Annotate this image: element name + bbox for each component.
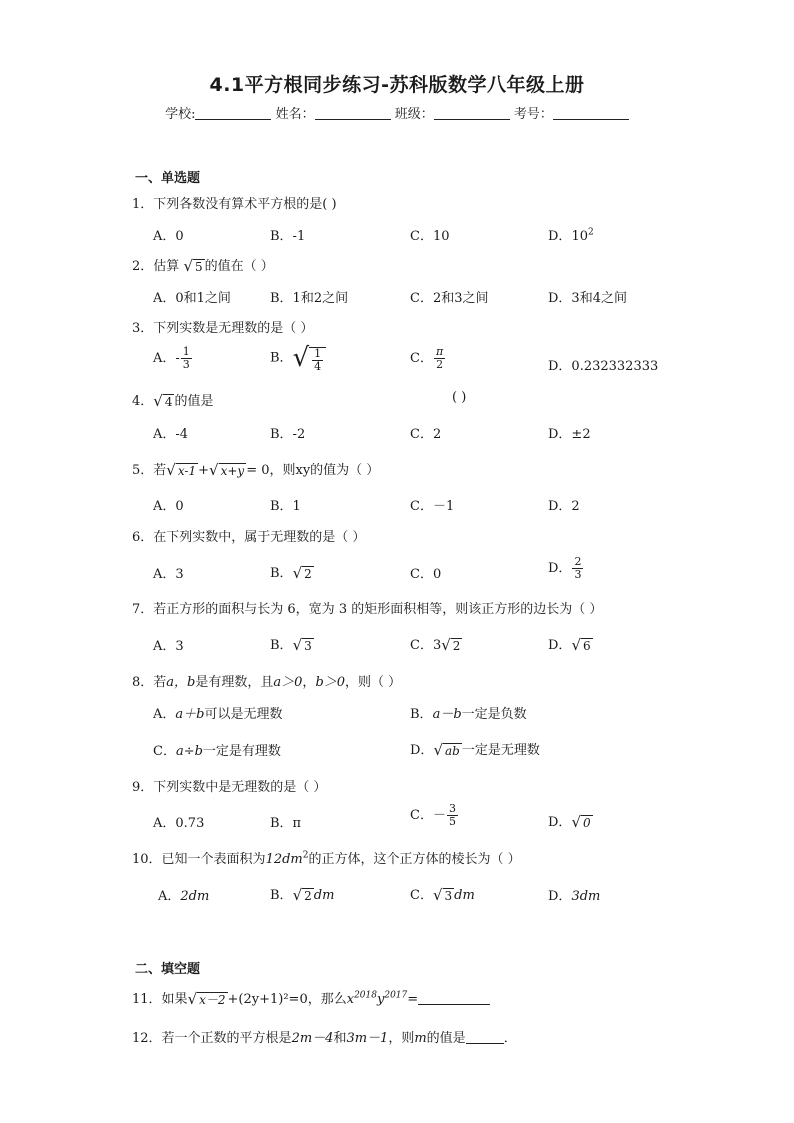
denominator: 3 — [574, 568, 582, 581]
sqrt-expression — [188, 992, 228, 1007]
question-text: +(2y+1)²=0，那么 — [227, 992, 347, 1007]
q8-option-b[interactable] — [410, 703, 527, 722]
sqrt-expression — [441, 638, 462, 653]
numerator: π — [435, 345, 444, 358]
equals-sign: = — [407, 992, 419, 1007]
sqrt-expression — [433, 743, 461, 758]
question-text: 已知一个表面积为 — [161, 852, 266, 867]
question-3 — [132, 317, 313, 336]
denominator: 4 — [314, 360, 322, 373]
radical-sign: √ — [571, 636, 581, 654]
question-number: 4． — [132, 394, 154, 409]
question-number: 3． — [132, 321, 154, 336]
question-5 — [132, 459, 379, 478]
q4-option-b[interactable]: B．-2 — [270, 427, 306, 442]
option-letter: C．－ — [410, 808, 446, 823]
variable-y: y — [376, 992, 385, 1007]
denominator: 2 — [436, 358, 444, 371]
option-letter: B． — [270, 638, 293, 653]
radical-sign: √ — [433, 741, 443, 759]
question-number: 1． — [132, 197, 154, 212]
radicand: 5 — [195, 260, 203, 274]
area-value: 12dm — [265, 852, 303, 867]
option-text: 一定是无理数 — [461, 743, 540, 758]
option-text: 一定是有理数 — [202, 744, 281, 759]
numerator: 3 — [448, 802, 456, 815]
question-text: 的值是 — [426, 1031, 466, 1046]
q2-option-b[interactable]: B．1和2之间 — [270, 291, 349, 306]
expression: a－b — [432, 707, 462, 722]
sqrt-expression — [183, 259, 204, 274]
question-text: 如果 — [161, 992, 188, 1007]
numerator: 1 — [182, 345, 190, 358]
radical-sign: √ — [441, 636, 451, 654]
question-number: 6． — [132, 530, 154, 545]
denominator: 5 — [448, 815, 456, 828]
radicand — [309, 347, 326, 373]
fraction — [181, 346, 192, 371]
radicand: x+y — [220, 464, 245, 478]
option-text: 一定是负数 — [461, 707, 527, 722]
question-text: 下列实数中是无理数的是（ ） — [153, 780, 327, 795]
question-text: 是有理数，且 — [195, 675, 274, 690]
section-single-choice: 一、单选题 — [135, 171, 201, 186]
expression: 2m－4 — [291, 1031, 334, 1046]
q5-option-c[interactable]: C．－1 — [410, 499, 455, 514]
option-letter: B． — [270, 350, 293, 366]
radicand: 3 — [304, 639, 312, 653]
option-value: 2dm — [180, 889, 210, 904]
period: ． — [503, 1031, 517, 1046]
fraction — [434, 346, 445, 371]
q10-option-a[interactable] — [158, 885, 209, 904]
option-letter: B． — [410, 707, 433, 722]
expression: a＋b — [175, 707, 205, 722]
option-letter: A． — [153, 707, 176, 722]
option-letter: C． — [410, 888, 433, 903]
option-exponent: 2 — [587, 227, 594, 238]
option-letter: D． — [548, 229, 572, 244]
q1-option-a[interactable]: A．0 — [153, 229, 184, 244]
condition: b＞0 — [315, 675, 346, 690]
radical-sign: √ — [209, 461, 219, 479]
question-text: ，则（ ） — [345, 675, 402, 690]
question-7 — [132, 598, 602, 617]
question-number: 2． — [132, 259, 154, 274]
q5-option-a[interactable]: A．0 — [153, 499, 184, 514]
radicand: 2 — [304, 567, 312, 581]
q2-option-d[interactable]: D．3和4之间 — [548, 291, 627, 306]
fraction — [312, 348, 323, 373]
radical-sign: √ — [183, 257, 193, 275]
q10-option-d[interactable] — [548, 885, 600, 904]
sqrt-expression — [209, 463, 246, 478]
sqrt-expression — [293, 888, 314, 903]
name-label: 姓名： — [275, 107, 315, 122]
q8-option-d[interactable] — [410, 739, 540, 758]
radical-sign: √ — [166, 461, 176, 479]
q7-option-d[interactable] — [548, 634, 593, 653]
class-blank[interactable] — [434, 106, 510, 120]
radicand: 0 — [583, 816, 591, 830]
question-number: 10． — [132, 852, 162, 867]
q2-option-a[interactable]: A．0和1之间 — [153, 291, 231, 306]
sqrt-expression — [293, 566, 314, 581]
option-letter: C． — [410, 351, 433, 366]
question-11 — [132, 988, 490, 1007]
q10-option-c[interactable] — [410, 884, 475, 903]
radical-sign: √ — [432, 886, 443, 904]
question-number: 7． — [132, 602, 154, 617]
question-4 — [132, 390, 214, 409]
radicand: 2 — [452, 639, 461, 653]
area-exponent: 2 — [302, 850, 309, 861]
radicand: 4 — [164, 395, 173, 409]
question-text: 若 — [153, 463, 167, 478]
option-value: 3dm — [571, 889, 601, 904]
answer-blank[interactable] — [418, 992, 490, 1005]
q9-option-d[interactable] — [548, 811, 593, 830]
question-number: 11． — [132, 992, 162, 1007]
question-text: 若正方形的面积与长为 6，宽为 3 的矩形面积相等，则该正方形的边长为（ ） — [153, 602, 603, 617]
question-text: 的值在（ ） — [204, 259, 274, 274]
question-text: 若 — [153, 675, 167, 690]
q5-option-b[interactable]: B．1 — [270, 499, 301, 514]
unit: dm — [454, 888, 475, 903]
sqrt-expression — [433, 888, 454, 903]
question-6 — [132, 526, 365, 545]
question-10 — [132, 848, 521, 867]
q2-option-c[interactable]: C．2和3之间 — [410, 291, 489, 306]
numerator: 1 — [314, 347, 322, 360]
q9-option-a[interactable]: A．0.73 — [153, 816, 205, 831]
expression: a÷b — [175, 744, 203, 759]
sqrt-expression — [571, 638, 592, 653]
sqrt-expression — [571, 815, 592, 830]
option-letter: D． — [548, 638, 572, 653]
sqrt-expression — [166, 463, 198, 478]
option-letter: D． — [548, 815, 572, 830]
variable-x: x — [346, 992, 355, 1007]
option-letter: D． — [410, 743, 434, 758]
q7-option-a[interactable]: A．3 — [153, 639, 184, 654]
radical-sign: √ — [292, 886, 303, 904]
radical-sign: √ — [292, 564, 303, 582]
q8-option-c[interactable] — [153, 740, 281, 759]
coefficient: 3 — [432, 638, 442, 653]
q7-option-b[interactable] — [270, 634, 314, 653]
question-number: 8． — [132, 675, 154, 690]
page-title: 4.1平方根同步练习-苏科版数学八年级上册 — [209, 74, 585, 96]
radical-sign: √ — [153, 392, 163, 410]
expression: 3m－1 — [346, 1031, 389, 1046]
radicand: 6 — [583, 639, 591, 653]
name-blank[interactable] — [315, 106, 391, 120]
question-text: 的正方体，这个正方体的棱长为（ ） — [308, 852, 521, 867]
q9-option-c[interactable] — [410, 803, 459, 828]
q6-option-a[interactable]: A．3 — [153, 567, 184, 582]
question-number: 5． — [132, 463, 154, 478]
separator: ， — [302, 675, 316, 690]
sqrt-expression — [293, 343, 327, 373]
q5-option-d[interactable]: D．2 — [548, 499, 580, 514]
question-number: 12． — [132, 1031, 162, 1046]
q9-option-b[interactable]: B．π — [270, 816, 302, 831]
radicand: 3 — [444, 889, 453, 903]
radical-sign: √ — [571, 813, 581, 831]
option-letter: D． — [548, 889, 572, 904]
exponent: 2017 — [384, 990, 408, 1001]
question-text: 若一个正数的平方根是 — [161, 1031, 292, 1046]
exponent: 2018 — [354, 990, 377, 1001]
question-8 — [132, 671, 401, 690]
radicand: x－2 — [199, 993, 226, 1007]
q1-option-d[interactable] — [548, 225, 594, 244]
radical-sign: √ — [187, 990, 198, 1008]
condition: a＞0 — [273, 675, 303, 690]
radicand: x-1 — [177, 464, 197, 478]
question-text: 下列实数是无理数的是（ ） — [153, 321, 314, 336]
q10-option-b[interactable] — [270, 884, 334, 903]
radical-sign: √ — [292, 636, 303, 654]
option-base: 10 — [571, 229, 588, 244]
q1-option-b[interactable]: B．-1 — [270, 229, 306, 244]
question-text: 和 — [333, 1031, 347, 1046]
exam-number-blank[interactable] — [553, 106, 629, 120]
question-text: ，则 — [388, 1031, 415, 1046]
q4-option-a[interactable]: A．-4 — [153, 427, 189, 442]
class-label: 班级： — [394, 107, 434, 122]
operator: + — [198, 463, 210, 478]
question-1 — [132, 193, 337, 212]
numerator: 2 — [574, 555, 582, 568]
question-2 — [132, 255, 274, 274]
q3-option-d[interactable]: D．0.232332333 — [548, 359, 659, 374]
exam-number-label: 考号： — [513, 107, 553, 122]
option-letter: A．- — [153, 351, 180, 366]
question-9 — [132, 776, 326, 795]
variable: m — [414, 1031, 427, 1046]
option-letter: C． — [153, 744, 176, 759]
q7-option-c[interactable] — [410, 634, 462, 653]
sqrt-expression — [153, 394, 174, 409]
q3-option-b[interactable] — [270, 343, 326, 373]
variables: a，b — [166, 675, 196, 690]
q4-answer-paren: ( ) — [452, 390, 467, 405]
section-fill-blank: 二、填空题 — [135, 962, 201, 977]
radicand: 2 — [304, 889, 312, 903]
q1-option-c[interactable]: C．10 — [410, 229, 450, 244]
q8-option-a[interactable] — [153, 703, 282, 722]
denominator: 3 — [182, 358, 190, 371]
question-text: 估算 — [153, 259, 180, 274]
option-letter: C． — [410, 638, 433, 653]
option-letter: D． — [548, 561, 572, 576]
sqrt-expression — [293, 638, 314, 653]
student-info-line — [0, 103, 794, 122]
question-text: 下列各数没有算术平方根的是( ) — [153, 197, 337, 212]
q4-option-c[interactable]: C．2 — [410, 427, 442, 442]
question-text: 的值是 — [174, 394, 214, 409]
q4-option-d[interactable]: D．±2 — [548, 427, 591, 442]
q6-option-b[interactable] — [270, 562, 314, 581]
fraction — [447, 803, 458, 828]
radicand: ab — [445, 744, 460, 758]
option-letter: A． — [158, 889, 181, 904]
fraction — [572, 556, 583, 581]
school-blank[interactable] — [195, 106, 271, 120]
question-text: 在下列实数中，属于无理数的是（ ） — [153, 530, 366, 545]
question-number: 9． — [132, 780, 154, 795]
option-letter: B． — [270, 888, 293, 903]
q3-option-a[interactable] — [153, 346, 193, 371]
answer-blank[interactable] — [466, 1031, 504, 1044]
question-text: = 0，则xy的值为（ ） — [246, 463, 380, 478]
question-12 — [132, 1027, 517, 1046]
option-text: 可以是无理数 — [204, 707, 283, 722]
q3-option-c[interactable] — [410, 346, 446, 371]
option-letter: B． — [270, 566, 293, 581]
radical-sign: √ — [292, 343, 310, 373]
q6-option-c[interactable]: C．0 — [410, 567, 442, 582]
school-label: 学校: — [165, 107, 196, 122]
unit: dm — [313, 888, 335, 903]
q6-option-d[interactable] — [548, 556, 584, 581]
